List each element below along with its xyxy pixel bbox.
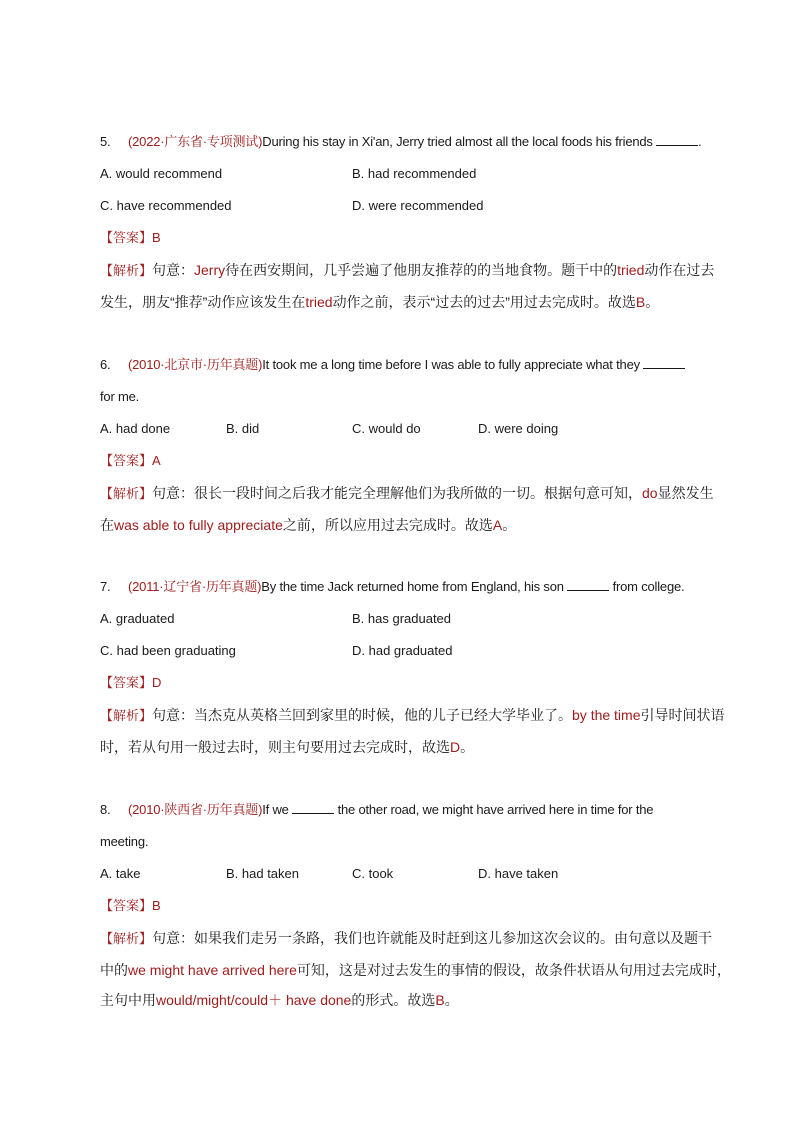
analysis-text: 。 [444, 992, 459, 1008]
analysis-highlight: B [435, 992, 445, 1008]
analysis-highlight: B [635, 294, 646, 310]
analysis-text: 时，若从句用一般过去时，则主句要用过去完成时，故选 [100, 739, 450, 755]
answer-blank [656, 133, 698, 146]
worksheet-page [100, 0, 731, 1123]
analysis-text: 主句中用 [100, 992, 156, 1008]
analysis-highlight: would/might/could＋ have done [156, 992, 352, 1008]
stem-text-after: the other road, we might have arrived here in time for the [337, 802, 654, 817]
option-c: C. have recommended [100, 198, 232, 213]
analysis-text: 的形式。故选 [351, 992, 436, 1008]
option-d: D. had graduated [352, 643, 453, 658]
option-c: C. had been graduating [100, 643, 236, 658]
analysis-text: 可知，这是对过去发生的事情的假设，故条件状语从句用过去完成时， [296, 962, 731, 978]
stem-text: It took me a long time before I was able to fully appreciate what they [262, 357, 640, 372]
analysis-line-1 [100, 705, 725, 726]
answer-label: 【答案】 [100, 453, 153, 468]
analysis-text: 中的 [100, 962, 128, 978]
question-stem-line-2: meeting. [100, 834, 149, 849]
analysis-highlight: do [642, 485, 658, 501]
question-source: (2010·陕西省·历年真题) [128, 802, 263, 817]
answer-value: A [152, 453, 161, 468]
option-b: B. had taken [226, 866, 299, 881]
analysis-label: 【解析】 [100, 486, 153, 501]
analysis-text: 句意： [152, 262, 195, 278]
analysis-text: 句意：很长一段时间之后我才能完全理解他们为我所做的一切。根据句意可知， [152, 485, 643, 501]
analysis-text: 发生，朋友“推荐”动作应该发生在 [100, 294, 306, 310]
option-d: D. were doing [478, 421, 559, 436]
answer-label: 【答案】 [100, 675, 153, 690]
option-a: A. graduated [100, 611, 175, 626]
option-b: B. had recommended [352, 166, 477, 181]
stem-text: During his stay in Xi'an, Jerry tried almost all the local foods his friends [262, 134, 653, 149]
stem-text-after: . [698, 134, 702, 149]
answer-line [100, 451, 161, 471]
analysis-text: 之前，所以应用过去完成时。故选 [282, 517, 493, 533]
option-a: A. take [100, 866, 141, 881]
answer-label: 【答案】 [100, 230, 153, 245]
answer-blank [292, 801, 334, 814]
stem-text: By the time Jack returned home from England, his son [261, 579, 564, 594]
analysis-line-1 [100, 928, 712, 949]
answer-line [100, 228, 161, 248]
analysis-text: 。 [502, 517, 517, 533]
answer-value: B [152, 230, 161, 245]
analysis-highlight: we might have arrived here [128, 962, 297, 978]
analysis-text: 。 [645, 294, 660, 310]
analysis-text: 句意：如果我们走另一条路，我们也许就能及时赶到这儿参加这次会议的。由句意以及题干 [152, 930, 713, 946]
analysis-highlight: D [450, 739, 461, 755]
question-number: 7. [100, 579, 111, 594]
analysis-label: 【解析】 [100, 708, 153, 723]
answer-line [100, 673, 161, 693]
analysis-line-1 [100, 260, 714, 281]
analysis-label: 【解析】 [100, 931, 153, 946]
answer-blank [643, 356, 685, 369]
analysis-text: 动作之前，表示“过去的过去”用过去完成时。故选 [332, 294, 636, 310]
analysis-highlight: tried [617, 262, 645, 278]
option-a: A. would recommend [100, 166, 223, 181]
question-number: 6. [100, 357, 111, 372]
option-c: C. took [352, 866, 394, 881]
question-stem-line-2: for me. [100, 389, 140, 404]
question-source: (2011·辽宁省·历年真题) [128, 579, 262, 594]
answer-value: D [152, 675, 162, 690]
question-source: (2010·北京市·历年真题) [128, 357, 263, 372]
answer-line [100, 896, 161, 916]
question-stem [100, 132, 702, 152]
stem-text: If we [262, 802, 289, 817]
option-b: B. has graduated [352, 611, 452, 626]
question-stem [100, 355, 685, 375]
question-number: 5. [100, 134, 111, 149]
analysis-highlight: was able to fully appreciate [114, 517, 283, 533]
question-source: (2022·广东省·专项测试) [128, 134, 263, 149]
analysis-text: 待在西安期间，几乎尝遍了他朋友推荐的的当地食物。题干中的 [225, 262, 618, 278]
question-number: 8. [100, 802, 111, 817]
analysis-text: 引导时间状语 [640, 707, 725, 723]
analysis-line-3 [100, 990, 459, 1010]
option-c: C. would do [352, 421, 421, 436]
analysis-highlight: A [492, 517, 503, 533]
question-stem [100, 800, 653, 820]
answer-blank [567, 578, 609, 591]
analysis-highlight: Jerry [194, 262, 226, 278]
option-d: D. were recommended [352, 198, 484, 213]
option-a: A. had done [100, 421, 171, 436]
option-d: D. have taken [478, 866, 559, 881]
analysis-line-2 [100, 292, 659, 312]
analysis-line-2 [100, 960, 731, 980]
analysis-line-1 [100, 483, 714, 504]
analysis-text: 。 [460, 739, 475, 755]
analysis-line-2 [100, 515, 516, 535]
option-b: B. did [226, 421, 260, 436]
analysis-text: 句意：当杰克从英格兰回到家里的时候，他的儿子已经大学毕业了。 [152, 707, 573, 723]
analysis-text: 在 [100, 517, 114, 533]
answer-value: B [152, 898, 161, 913]
answer-label: 【答案】 [100, 898, 153, 913]
analysis-line-2 [100, 737, 474, 757]
analysis-text: 显然发生 [657, 485, 714, 501]
analysis-label: 【解析】 [100, 263, 153, 278]
analysis-highlight: by the time [572, 707, 641, 723]
stem-text-after: from college. [612, 579, 685, 594]
analysis-text: 动作在过去 [644, 262, 715, 278]
question-stem [100, 577, 684, 597]
analysis-highlight: tried [305, 294, 333, 310]
